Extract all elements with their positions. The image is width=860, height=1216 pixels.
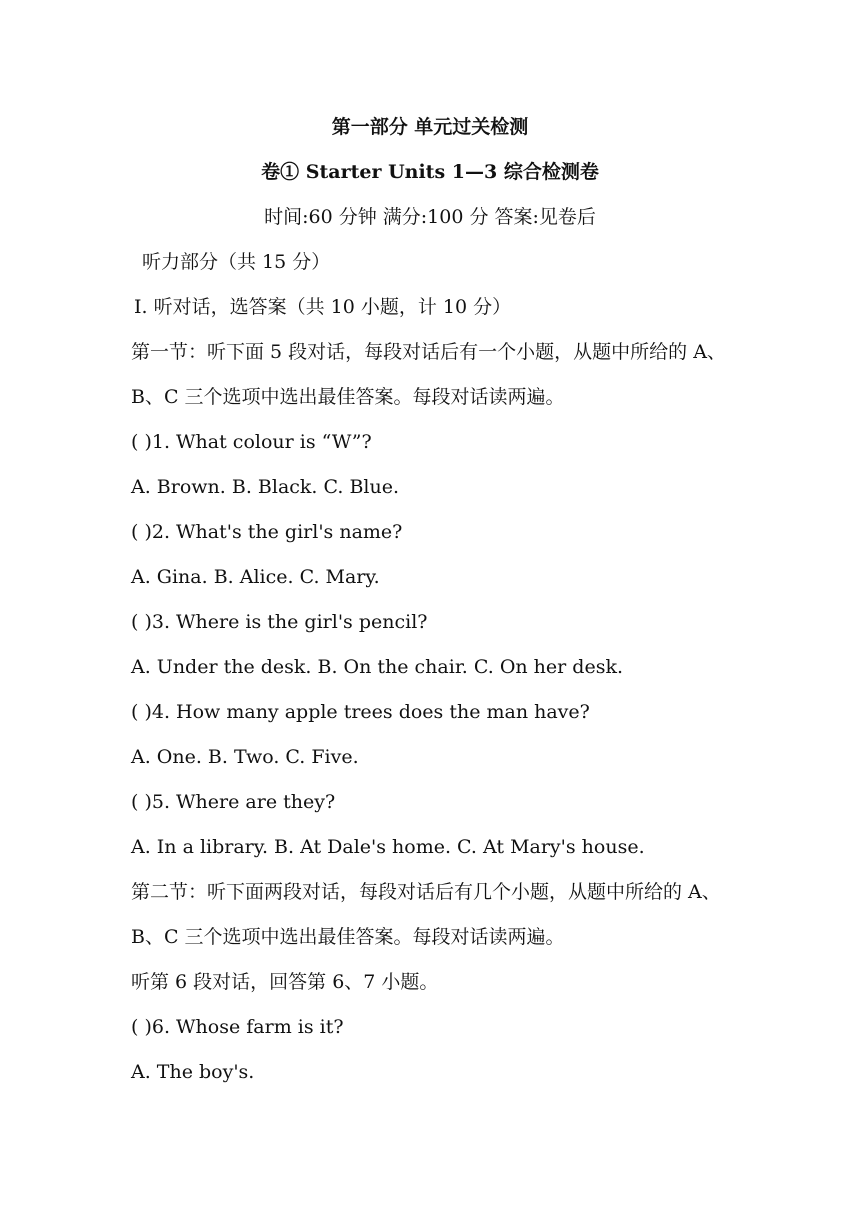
question-3: ( )3. Where is the girl's pencil? — [131, 611, 428, 633]
question-2: ( )2. What's the girl's name? — [131, 521, 403, 543]
part1-instruction-line2: B、C 三个选项中选出最佳答案。每段对话读两遍。 — [131, 386, 565, 408]
question-5: ( )5. Where are they? — [131, 791, 336, 813]
question-6-option-a: A. The boy's. — [131, 1061, 255, 1083]
question-1-options: A. Brown. B. Black. C. Blue. — [131, 476, 400, 498]
question-4-options: A. One. B. Two. C. Five. — [131, 746, 359, 768]
exam-meta: 时间:60 分钟 满分:100 分 答案:见卷后 — [264, 206, 596, 228]
question-5-options: A. In a library. B. At Dale's home. C. At Mary's house. — [131, 836, 645, 858]
paper-subtitle: 卷① Starter Units 1—3 综合检测卷 — [261, 161, 599, 183]
listening-header: 听力部分（共 15 分） — [142, 251, 331, 273]
question-4: ( )4. How many apple trees does the man have? — [131, 701, 590, 723]
question-2-options: A. Gina. B. Alice. C. Mary. — [131, 566, 380, 588]
question-1: ( )1. What colour is “W”? — [131, 431, 372, 453]
part1-instruction-line1: 第一节：听下面 5 段对话，每段对话后有一个小题，从题中所给的 A、 — [131, 341, 726, 363]
part2-instruction-line2: B、C 三个选项中选出最佳答案。每段对话读两遍。 — [131, 926, 565, 948]
question-6: ( )6. Whose farm is it? — [131, 1016, 344, 1038]
page-title: 第一部分 单元过关检测 — [331, 116, 529, 138]
section-title: Ⅰ. 听对话，选答案（共 10 小题，计 10 分） — [134, 296, 512, 318]
question-3-options: A. Under the desk. B. On the chair. C. On her desk. — [131, 656, 623, 678]
dialogue-6-instruction: 听第 6 段对话，回答第 6、7 小题。 — [131, 971, 439, 993]
part2-instruction-line1: 第二节：听下面两段对话，每段对话后有几个小题，从题中所给的 A、 — [131, 881, 721, 903]
